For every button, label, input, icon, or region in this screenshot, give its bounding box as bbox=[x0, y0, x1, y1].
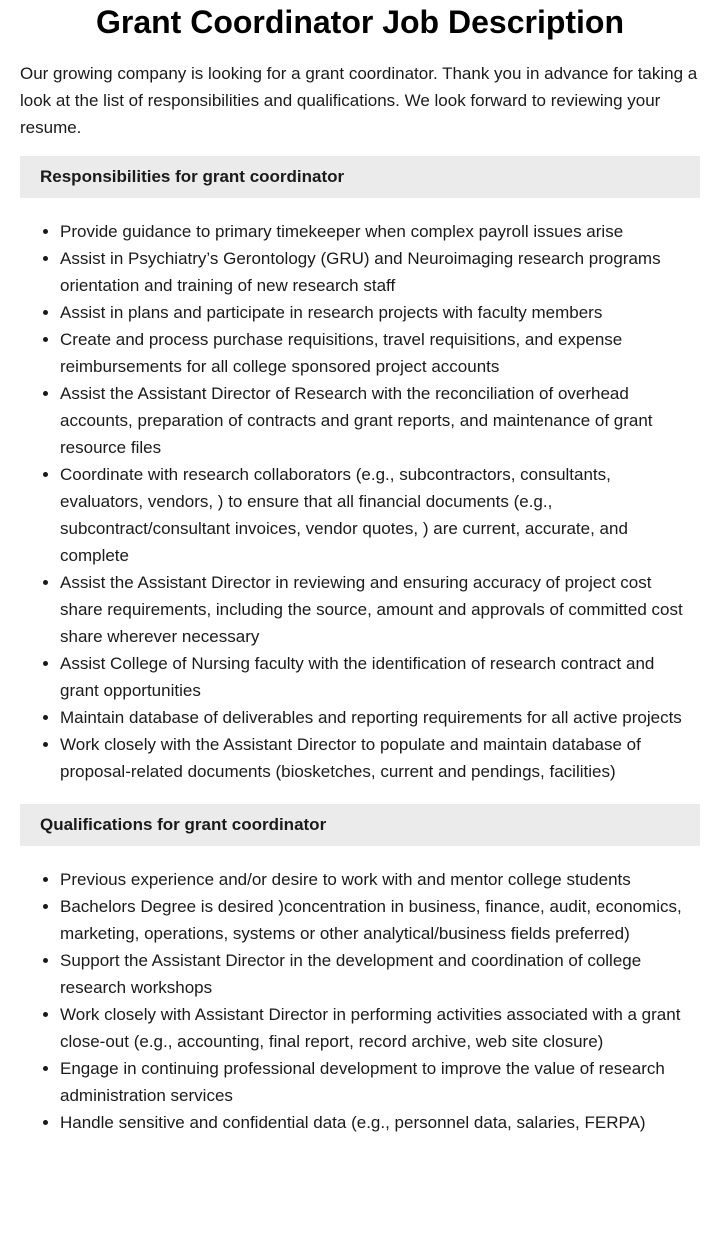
list-item: • Previous experience and/or desire to work with and mentor college students bbox=[60, 866, 700, 893]
list-item: • Work closely with the Assistant Director to populate and maintain database of proposal-related documents (biosketches, current and pendings, facilities) bbox=[60, 731, 700, 785]
list-item: • Assist in plans and participate in research projects with faculty members bbox=[60, 299, 700, 326]
list-item: • Maintain database of deliverables and reporting requirements for all active projects bbox=[60, 704, 700, 731]
list-item: • Work closely with Assistant Director in performing activities associated with a grant close-out (e.g., accounting, final report, record archive, web site closure) bbox=[60, 1001, 700, 1055]
list-item: • Assist the Assistant Director of Research with the reconciliation of overhead accounts, preparation of contracts and grant reports, and maintenance of grant resource files bbox=[60, 380, 700, 461]
page-title: Grant Coordinator Job Description bbox=[95, 4, 625, 40]
qualifications-heading: Qualifications for grant coordinator bbox=[20, 804, 700, 846]
list-item: • Coordinate with research collaborators (e.g., subcontractors, consultants, evaluators, vendors, ) to ensure that all financial documents (e.g., subcontract/consultant invoices, vendor quotes, ) are current, accurate, and complete bbox=[60, 461, 700, 569]
list-item: • Create and process purchase requisitions, travel requisitions, and expense reimbursements for all college sponsored project accounts bbox=[60, 326, 700, 380]
list-item: • Bachelors Degree is desired )concentration in business, finance, audit, economics, marketing, operations, systems or other analytical/business fields preferred) bbox=[60, 893, 700, 947]
qualifications-list bbox=[20, 866, 700, 1136]
list-item: • Assist in Psychiatry’s Gerontology (GRU) and Neuroimaging research programs orientation and training of new research staff bbox=[60, 245, 700, 299]
list-item: • Provide guidance to primary timekeeper when complex payroll issues arise bbox=[60, 218, 700, 245]
list-item: • Handle sensitive and confidential data (e.g., personnel data, salaries, FERPA) bbox=[60, 1109, 700, 1136]
list-item: • Assist the Assistant Director in reviewing and ensuring accuracy of project cost share requirements, including the source, amount and approvals of committed cost share wherever necessary bbox=[60, 569, 700, 650]
responsibilities-list bbox=[20, 218, 700, 785]
list-item: • Assist College of Nursing faculty with the identification of research contract and grant opportunities bbox=[60, 650, 700, 704]
list-item: • Support the Assistant Director in the development and coordination of college research workshops bbox=[60, 947, 700, 1001]
responsibilities-heading: Responsibilities for grant coordinator bbox=[20, 156, 700, 198]
intro-paragraph: Our growing company is looking for a grant coordinator. Thank you in advance for taking a look at the list of responsibilities and qualifications. We look forward to reviewing your resume. bbox=[20, 64, 698, 137]
list-item: • Engage in continuing professional development to improve the value of research administration services bbox=[60, 1055, 700, 1109]
